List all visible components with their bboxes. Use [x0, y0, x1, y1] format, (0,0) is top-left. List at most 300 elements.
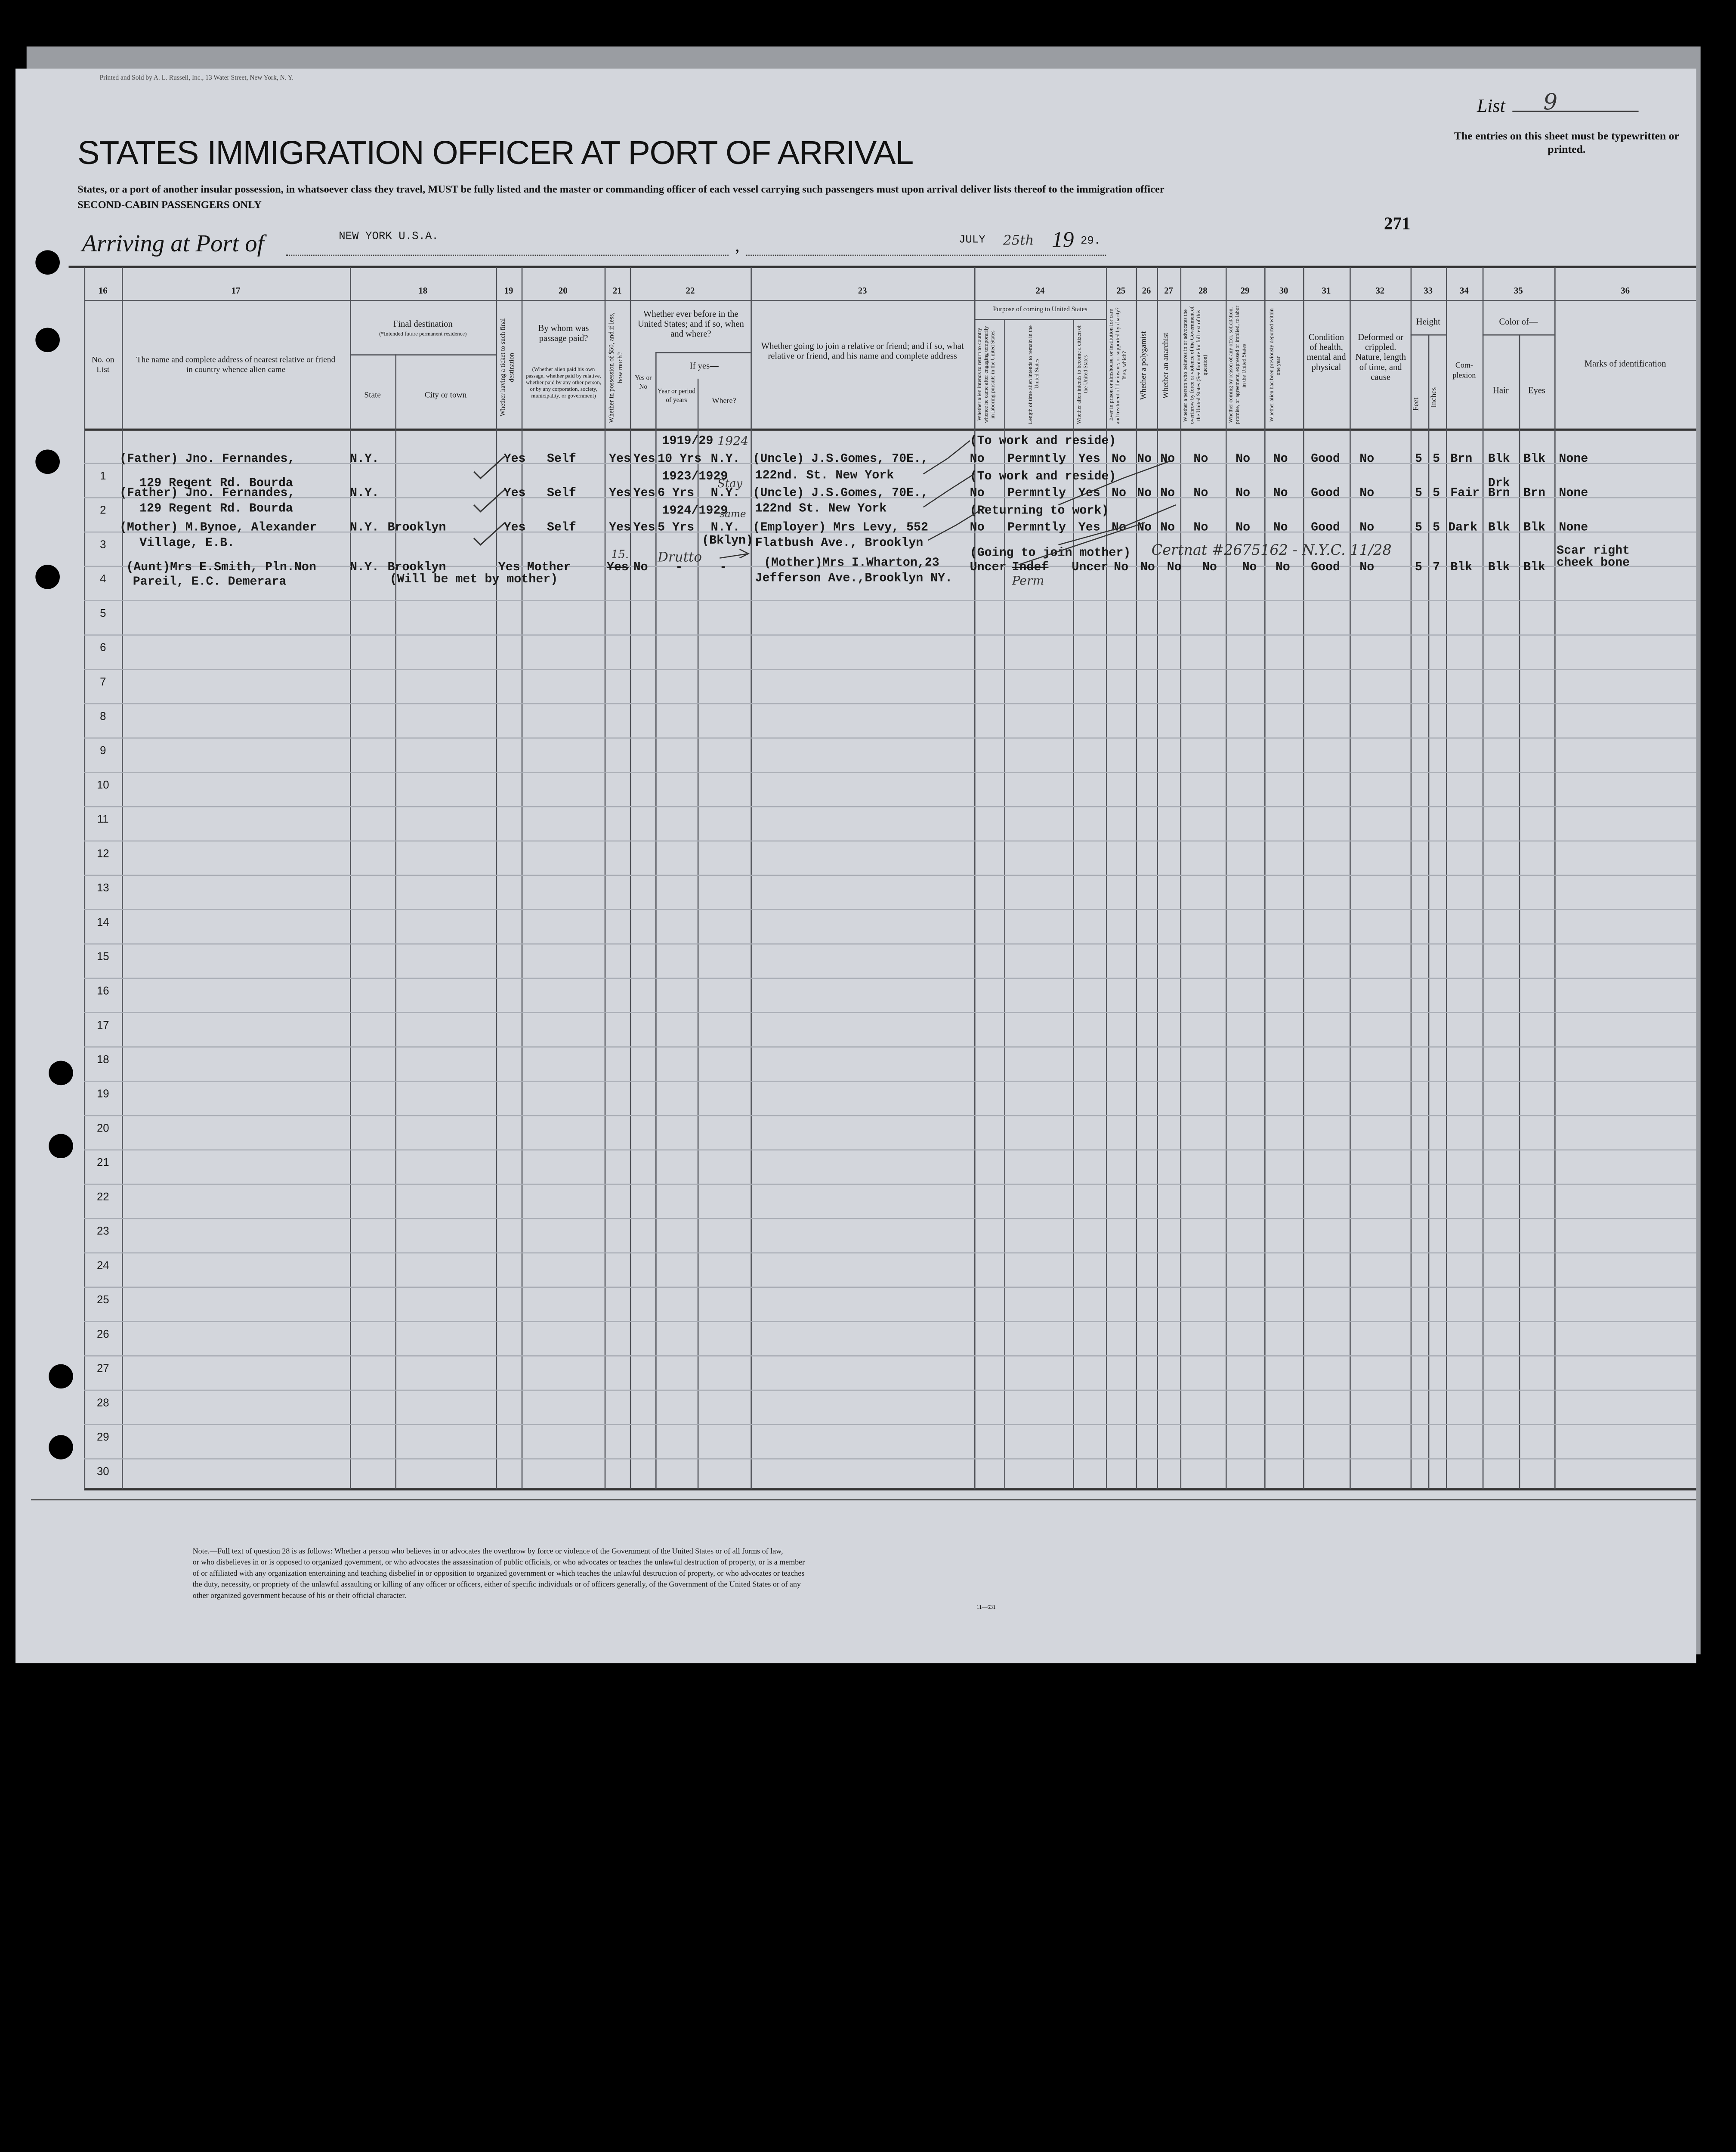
- heading-c22-period: Year or period of years: [657, 389, 696, 405]
- row-rule: [84, 909, 1696, 910]
- heading-c28: Whether a person who believes in or advocates the overthrow by force or violence of the Government of the United States (See footnote for full text of this question): [1183, 306, 1209, 424]
- colnum-31: 31: [1322, 285, 1331, 296]
- entry3-citizen: Yes: [1078, 521, 1100, 535]
- entry4-inches: 7: [1433, 561, 1440, 575]
- entry2-joining-address: 122nd St. New York: [755, 503, 887, 516]
- colnum-33: 33: [1424, 285, 1433, 296]
- colnum-21: 21: [612, 285, 622, 296]
- entry1-length: Permntly: [1007, 453, 1066, 467]
- entry2-c28: No: [1193, 487, 1208, 501]
- colnum-34: 34: [1460, 285, 1469, 296]
- colnum-18: 18: [418, 285, 428, 296]
- class-line: SECOND-CABIN PASSENGERS ONLY: [77, 200, 262, 212]
- entry2-above-years: 1923/1929: [662, 470, 728, 484]
- entry4-ticket: Yes: [498, 561, 520, 575]
- heading-c20: By whom was passage paid?: [538, 323, 589, 343]
- entry3-joining-address: Flatbush Ave., Brooklyn: [755, 537, 924, 550]
- entry3-feet: 5: [1415, 521, 1422, 535]
- entry2-above-handwriting: Stay: [717, 478, 742, 491]
- row-number: 6: [100, 642, 106, 655]
- row-number: 16: [96, 985, 109, 998]
- entry4-joining: (Mother)Mrs I.Wharton,23: [764, 557, 939, 570]
- heading-c18: Final destination: [393, 318, 453, 329]
- row-rule: [84, 1355, 1696, 1357]
- row-number: 15: [96, 951, 109, 964]
- row-rule: [84, 875, 1696, 876]
- binder-hole: [49, 1435, 73, 1459]
- footnote-line-1: Note.—Full text of question 28 is as follows: Whether a person who believes in or advocates the overthrow by force or violence of the Government of the United States or of all forms of law,: [192, 1547, 783, 1556]
- row-rule: [84, 1184, 1696, 1185]
- row-rule: [84, 1458, 1696, 1459]
- table-top-rule: [69, 266, 1696, 268]
- page-title: STATES IMMIGRATION OFFICER AT PORT OF ARRIVAL: [77, 135, 914, 172]
- rule-c35-mid: [1519, 334, 1520, 1489]
- rule-c33-sub: [1411, 334, 1446, 336]
- rule-c32-left: [1350, 267, 1351, 1489]
- rule-c30-left: [1264, 267, 1266, 1489]
- entry4-length: Indef: [1012, 561, 1049, 575]
- row-number: 30: [96, 1466, 109, 1478]
- footnote-line-4: the duty, necessity, or propriety of the unlawful assaulting or killing of any officer or officers, either of specific individuals or of officers generally, of the Government of the United States or of any: [192, 1580, 801, 1589]
- row-number: 9: [100, 745, 106, 758]
- heading-c35: Color of—: [1499, 316, 1538, 327]
- entry2-health: Good: [1311, 487, 1341, 501]
- entry3-c28: No: [1193, 521, 1208, 535]
- entry1-above-handwriting: 1924: [717, 434, 749, 448]
- rule-c36-left: [1554, 267, 1556, 1489]
- rule-c31-left: [1303, 267, 1304, 1489]
- entry3-c26: No: [1137, 521, 1152, 535]
- entry2-relative-address: 129 Regent Rd. Bourda: [139, 503, 293, 516]
- typewritten-note: The entries on this sheet must be typewritten or printed.: [1454, 130, 1679, 156]
- colnum-36: 36: [1621, 285, 1630, 296]
- entry1-complexion: Brn: [1450, 453, 1473, 467]
- row-rule: [84, 841, 1696, 842]
- entry2-money: Yes: [609, 487, 631, 501]
- entry3-before: Yes: [633, 521, 655, 535]
- row-rule: [84, 1390, 1696, 1391]
- entry3-city: Brooklyn: [387, 521, 446, 535]
- entry1-before: Yes: [633, 453, 655, 467]
- colnum-32: 32: [1375, 285, 1385, 296]
- colnum-20: 20: [558, 285, 568, 296]
- entry2-hair: Drk Brn: [1488, 477, 1510, 501]
- colnum-26: 26: [1142, 285, 1151, 296]
- row-number: 8: [100, 711, 106, 723]
- footer-rule: [31, 1499, 1696, 1500]
- row-rule: [84, 1252, 1696, 1254]
- entry3-above-years: 1924/1929: [662, 505, 728, 519]
- binder-hole: [49, 1061, 73, 1085]
- entry1-inches: 5: [1433, 453, 1440, 467]
- entry1-relative-address: 129 Regent Rd. Bourda: [139, 477, 293, 491]
- entry1-return: No: [970, 453, 985, 467]
- entry4-paid: Mother: [527, 561, 571, 575]
- rule-c17-left: [122, 267, 123, 1489]
- row-number: 26: [96, 1329, 109, 1341]
- port-name: NEW YORK U.S.A.: [339, 231, 439, 244]
- entry4-c30: No: [1275, 561, 1290, 575]
- entry2-inches: 5: [1433, 487, 1440, 501]
- entry1-eyes: Blk: [1523, 453, 1546, 467]
- row-number: 7: [100, 676, 106, 689]
- heading-c25: Ever in prison or almshouse, or institution for care and treatment of the insane, or supported by charity? If so, which?: [1109, 307, 1128, 424]
- row-rule: [84, 1149, 1696, 1150]
- entry3-ticket: Yes: [504, 521, 526, 535]
- list-underline: [1512, 111, 1638, 112]
- entry3-where: N.Y.: [710, 521, 740, 535]
- rule-c16-left: [84, 267, 86, 1489]
- row-rule: [84, 703, 1696, 705]
- entry2-years: 6 Yrs: [658, 487, 695, 501]
- row-rule: [84, 978, 1696, 979]
- entry3-purpose: (Returning to work): [970, 505, 1109, 519]
- entry4-state: N.Y.: [349, 561, 379, 575]
- row-number: 12: [96, 848, 109, 860]
- entry4-citizen: Uncer: [1072, 561, 1109, 575]
- heading-c24-sub3: Whether alien intends to become a citizen of the United States: [1077, 325, 1090, 424]
- entry1-health: Good: [1311, 453, 1341, 467]
- entry2-c30: No: [1273, 487, 1288, 501]
- colnum-24: 24: [1035, 285, 1045, 296]
- heading-c33: Height: [1416, 316, 1440, 327]
- heading-c24: Purpose of coming to United States: [993, 306, 1087, 314]
- entry1-c26: No: [1137, 453, 1152, 467]
- entry1-c30: No: [1273, 453, 1288, 467]
- entry3-deformed: No: [1359, 521, 1375, 535]
- row-number: 21: [96, 1157, 109, 1169]
- entry4-years: -: [675, 561, 683, 575]
- footnote-line-5: other organized government because of his or their official character.: [192, 1591, 407, 1600]
- entry4-c25: No: [1114, 561, 1129, 575]
- entry4-length-handwritten: Perm: [1012, 573, 1044, 588]
- binder-hole: [35, 450, 60, 474]
- heading-c20-sub: (Whether alien paid his own passage, whether paid by relative, whether paid by any other person, or by any corporation, society, municipality, or government): [525, 368, 602, 400]
- colnum-rule: [84, 300, 1696, 301]
- entry2-length: Permntly: [1007, 487, 1066, 501]
- rule-c35-sub: [1483, 334, 1554, 336]
- row-rule: [84, 1012, 1696, 1013]
- entry3-money: Yes: [609, 521, 631, 535]
- entry3-where-2: (Bklyn): [702, 535, 753, 548]
- row-number: 20: [96, 1122, 109, 1135]
- inspection-tick-marks: [458, 434, 1233, 600]
- entry3-relative-address: Village, E.B.: [139, 537, 235, 550]
- entry4-complexion: Blk: [1450, 561, 1473, 575]
- colnum-23: 23: [858, 285, 867, 296]
- entry2-marks: None: [1559, 487, 1588, 501]
- binder-hole: [49, 1134, 73, 1158]
- entry3-length: Permntly: [1007, 521, 1066, 535]
- entry2-purpose: (To work and reside): [970, 470, 1116, 484]
- entry4-c28: No: [1202, 561, 1217, 575]
- page-subtitle: States, or a port of another insular possession, in whatsoever class they travel, MUST be fully listed and the master or commanding officer of each vessel carrying such passengers must upon arrival deliver lists thereof to the immigration officer: [77, 185, 1165, 196]
- row-number: 14: [96, 917, 109, 929]
- heading-c22: Whether ever before in the United States; and if so, when and where?: [637, 309, 744, 339]
- entry4-eyes: Blk: [1523, 561, 1546, 575]
- entry2-before: Yes: [633, 487, 655, 501]
- heading-c36: Marks of identification: [1584, 359, 1666, 369]
- entry1-state: N.Y.: [349, 453, 379, 467]
- row-number: 4: [100, 573, 106, 586]
- entry3-c25: No: [1111, 521, 1126, 535]
- heading-c17: The name and complete address of nearest relative or friend in country whence alien came: [136, 354, 336, 374]
- heading-c34: Com-plexion: [1452, 361, 1476, 380]
- colnum-29: 29: [1240, 285, 1250, 296]
- row-number: 22: [96, 1191, 109, 1204]
- colnum-28: 28: [1198, 285, 1208, 296]
- date-year: 29.: [1080, 235, 1101, 248]
- entry3-eyes: Blk: [1523, 521, 1546, 535]
- entry1-money: Yes: [609, 453, 631, 467]
- rule-c34-left: [1446, 267, 1447, 1489]
- entry1-paid: Self: [547, 453, 576, 467]
- heading-c35-hair: Hair: [1493, 385, 1509, 396]
- entry2-return: No: [970, 487, 985, 501]
- entry4-money: Yes: [606, 561, 629, 575]
- row-rule: [84, 669, 1696, 670]
- entry1-c27: No: [1160, 453, 1175, 467]
- footnote-line-2: or who disbelieves in or is opposed to organized government, or who advocates the assassination of public officials, or who advocates or teaches the unlawful destruction of property, or is a member: [192, 1558, 805, 1567]
- rule-c35-left: [1483, 267, 1484, 1489]
- row-number: 17: [96, 1020, 109, 1032]
- row-number: 23: [96, 1225, 109, 1238]
- entry1-citizen: Yes: [1078, 453, 1100, 467]
- entry3-paid: Self: [547, 521, 576, 535]
- row-rule: [84, 806, 1696, 807]
- entry2-c27: No: [1160, 487, 1175, 501]
- entry4-handwritten-note: Drutto: [658, 549, 702, 565]
- entry3-years: 5 Yrs: [658, 521, 695, 535]
- row-number: 19: [96, 1088, 109, 1101]
- entry2-c25: No: [1111, 487, 1126, 501]
- colnum-19: 19: [504, 285, 513, 296]
- row-rule: [84, 943, 1696, 945]
- row-rule: [84, 600, 1696, 601]
- table-bottom-rule: [84, 1488, 1696, 1490]
- list-label: List: [1477, 95, 1505, 117]
- row-number: 13: [96, 882, 109, 895]
- entry1-ticket: Yes: [504, 453, 526, 467]
- entry2-state: N.Y.: [349, 487, 379, 501]
- row-number: 2: [100, 505, 106, 517]
- entry3-complexion: Dark: [1448, 521, 1478, 535]
- row-number: 3: [100, 539, 106, 552]
- entry4-city: Brooklyn: [387, 561, 446, 575]
- entry1-c29: No: [1236, 453, 1251, 467]
- colnum-30: 30: [1279, 285, 1288, 296]
- binder-hole: [35, 328, 60, 352]
- entry4-hair: Blk: [1488, 561, 1510, 575]
- row-rule: [84, 634, 1696, 636]
- entry2-feet: 5: [1415, 487, 1422, 501]
- row-rule: [84, 1218, 1696, 1219]
- heading-c30: Whether alien had been previously deported within one year: [1270, 309, 1282, 422]
- entry3-health: Good: [1311, 521, 1341, 535]
- row-number: 27: [96, 1363, 109, 1376]
- colnum-17: 17: [231, 285, 241, 296]
- form-code: 11—631: [976, 1605, 996, 1611]
- row-number: 10: [96, 779, 109, 792]
- entry3-above-handwriting: same: [720, 509, 746, 521]
- entry4-marks: Scar right: [1557, 544, 1630, 558]
- entry1-purpose: (To work and reside): [970, 435, 1116, 448]
- row-number: 18: [96, 1054, 109, 1067]
- footnote-line-3: of or affiliated with any organization entertaining and teaching disbelief in or opposition to organized government or which teaches the unlawful destruction of property, or who advocates or teaches: [192, 1569, 805, 1578]
- rule-c18-left: [350, 267, 351, 1489]
- entry4-c29: No: [1242, 561, 1257, 575]
- binder-hole: [49, 1364, 73, 1389]
- entry4-marks-2: cheek bone: [1557, 557, 1630, 570]
- entry1-years: 10 Yrs: [658, 453, 702, 467]
- colnum-25: 25: [1116, 285, 1126, 296]
- rule-c22-sub: [655, 352, 751, 353]
- row-rule: [84, 1115, 1696, 1116]
- heading-c22-yesno: Yes or No: [635, 375, 652, 391]
- entry3-joining: (Employer) Mrs Levy, 552: [753, 521, 929, 535]
- entry2-ticket: Yes: [504, 487, 526, 501]
- entry1-marks: None: [1559, 453, 1588, 467]
- date-day: 25th: [1003, 232, 1034, 248]
- colnum-27: 27: [1164, 285, 1173, 296]
- heading-c29: Whether coming by reason of any offer, solicitation, promise, or agreement, expressed or implied, to labor in the United States: [1229, 306, 1248, 425]
- entry2-c29: No: [1236, 487, 1251, 501]
- heading-c22-where: Where?: [712, 396, 736, 405]
- row-rule: [84, 1321, 1696, 1322]
- entry3-c30: No: [1273, 521, 1288, 535]
- entry3-inches: 5: [1433, 521, 1440, 535]
- row-rule: [84, 1046, 1696, 1048]
- entry1-joining: (Uncle) J.S.Gomes, 70E.,: [753, 453, 929, 467]
- entry3-state: N.Y.: [349, 521, 379, 535]
- heading-c18-sub: (*Intended future permanent residence): [379, 332, 467, 338]
- row-number: 5: [100, 608, 106, 620]
- entry2-relative: (Father) Jno. Fernandes,: [119, 487, 295, 501]
- heading-c33-inches: Inches: [1429, 387, 1438, 408]
- entry2-c26: No: [1137, 487, 1152, 501]
- entry4-c26: No: [1140, 561, 1155, 575]
- date-month: JULY: [958, 235, 985, 247]
- row-rule: [84, 737, 1696, 739]
- row-number: 24: [96, 1260, 109, 1273]
- list-number: 9: [1543, 88, 1558, 115]
- entry3-relative: (Mother) M.Bynoe, Alexander: [119, 521, 317, 535]
- comma-sep: ,: [735, 237, 740, 256]
- rule-c33-mid: [1428, 334, 1430, 1489]
- entry4-relative-address: Pareil, E.C. Demerara: [133, 575, 287, 589]
- entry4-health: Good: [1311, 561, 1341, 575]
- entry4-money-amount: 15.: [611, 549, 629, 562]
- rule-c33-left: [1411, 267, 1412, 1489]
- entry4-joining-address: Jefferson Ave.,Brooklyn NY.: [755, 572, 953, 586]
- header-bottom-rule: [84, 429, 1696, 431]
- entry3-return: No: [970, 521, 985, 535]
- binder-hole: [35, 565, 60, 589]
- entry2-where: N.Y.: [710, 487, 740, 501]
- manifest-sheet: [15, 69, 1696, 1663]
- row-rule: [84, 1286, 1696, 1288]
- entry4-city-note: (Will be met by mother): [389, 573, 558, 587]
- row-rule: [84, 1424, 1696, 1425]
- rule-c18-sub: [350, 354, 496, 356]
- row-number: 29: [96, 1432, 109, 1444]
- arriving-label: Arriving at Port of: [82, 229, 264, 257]
- entry3-c29: No: [1236, 521, 1251, 535]
- entry4-before: No: [633, 561, 648, 575]
- entry2-joining: (Uncle) J.S.Gomes, 70E.,: [753, 487, 929, 501]
- entry4-purpose: (Going to join mother): [970, 547, 1131, 560]
- colnum-35: 35: [1514, 285, 1523, 296]
- rule-c24-sub: [974, 319, 1106, 320]
- heading-c18-city: City or town: [424, 390, 467, 400]
- entry1-hair: Blk: [1488, 453, 1510, 467]
- heading-c26: Whether a polygamist: [1139, 331, 1148, 400]
- entry4-c27: No: [1167, 561, 1182, 575]
- row-number: 11: [97, 813, 109, 826]
- heading-c18-state: State: [364, 390, 381, 400]
- heading-c16: No. on List: [91, 354, 114, 374]
- entry2-paid: Self: [547, 487, 576, 501]
- heading-c24-sub1: Whether alien intends to return to country whence he came after engaging temporarily in laboring pursuits in the United States: [977, 325, 997, 423]
- entry1-above-years: 1919/29: [662, 435, 714, 448]
- date-century: 19: [1052, 228, 1074, 253]
- entry1-where: N.Y.: [710, 453, 740, 467]
- entry1-feet: 5: [1415, 453, 1422, 467]
- heading-c33-feet: Feet: [1412, 397, 1421, 411]
- heading-c27: Whether an anarchist: [1161, 332, 1171, 399]
- row-rule: [84, 772, 1696, 773]
- entry2-eyes: Brn: [1523, 487, 1546, 501]
- entry3-c27: No: [1160, 521, 1175, 535]
- page-number: 271: [1384, 215, 1411, 234]
- heading-c35-eyes: Eyes: [1528, 385, 1545, 396]
- entry3-hair: Blk: [1488, 521, 1510, 535]
- row-number: 28: [96, 1397, 109, 1410]
- colnum-22: 22: [686, 285, 695, 296]
- colnum-16: 16: [98, 285, 108, 296]
- entry3-marks: None: [1559, 521, 1588, 535]
- binder-hole: [35, 250, 60, 275]
- entry4-relative: (Aunt)Mrs E.Smith, Pln.Non: [126, 561, 316, 575]
- entry4-certificate-annotation: Certnat #2675162 - N.Y.C. 11/28: [1151, 542, 1392, 560]
- entry1-joining-address: 122nd. St. New York: [755, 469, 894, 483]
- entry4-return: Uncer: [970, 561, 1007, 575]
- heading-c23: Whether going to join a relative or friend; and if so, what relative or friend, and his name and complete address: [761, 341, 964, 361]
- entry4-where: -: [720, 561, 727, 575]
- entry1-deformed: No: [1359, 453, 1375, 467]
- heading-c24-sub2: Length of time alien intends to remain in the United States: [1029, 325, 1041, 424]
- entry2-citizen: Yes: [1078, 487, 1100, 501]
- entry2-complexion: Fair: [1450, 487, 1480, 501]
- heading-c22-ifyes: If yes—: [689, 361, 719, 371]
- heading-c32: Deformed or crippled. Nature, length of time, and cause: [1355, 332, 1406, 382]
- entry1-c25: No: [1111, 453, 1126, 467]
- entry1-c28: No: [1193, 453, 1208, 467]
- entry2-deformed: No: [1359, 487, 1375, 501]
- heading-c31: Condition of health, mental and physical: [1307, 332, 1346, 372]
- entry1-relative: (Father) Jno. Fernandes,: [119, 453, 295, 467]
- printer-line: Printed and Sold by A. L. Russell, Inc., 13 Water Street, New York, N. Y.: [99, 75, 293, 82]
- port-dotted-line: [286, 255, 729, 256]
- entry4-feet: 5: [1415, 561, 1422, 575]
- row-number: 25: [96, 1294, 109, 1307]
- row-number: 1: [100, 470, 106, 483]
- date-dotted-line: [746, 255, 1106, 256]
- row-rule: [84, 1081, 1696, 1082]
- entry4-deformed: No: [1359, 561, 1375, 575]
- heading-c19: Whether having a ticket to such final destination: [500, 318, 516, 417]
- heading-c21: Whether in possession of $50, and if less, how much?: [609, 312, 625, 423]
